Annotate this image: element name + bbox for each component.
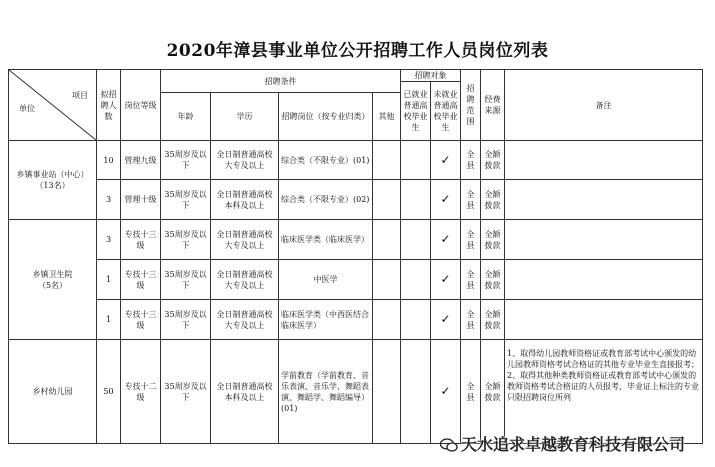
header-diagonal-cell: [9, 70, 97, 141]
row-remarks: 1、取得幼儿园教师资格证或教育部考试中心颁发的幼儿园教师资格考试合格证的其他专业毕业生直接报考； 2、取得其他种类教师资格证或教育部考试中心颁发的教师资格考试合格证的人员报考，毕业证上标注的专业只限招聘岗位所列: [505, 340, 703, 444]
row-major: 临床医学类（中西医结合临床医学）: [279, 300, 373, 340]
row-count: 10: [97, 141, 121, 180]
row-education: 全日制普通高校本科及以上: [211, 180, 279, 220]
unit-name: 乡镇卫生院 （5名）: [9, 220, 97, 340]
row-age: 35周岁及以下: [161, 180, 211, 220]
row-funding: 全额拨款: [481, 220, 505, 260]
row-employed: [401, 180, 431, 220]
header-scope: 招聘范围: [461, 70, 481, 141]
row-other: [373, 300, 401, 340]
row-grade: 管理九级: [121, 141, 161, 180]
row-age: 35周岁及以下: [161, 141, 211, 180]
row-scope: 全县: [461, 340, 481, 444]
row-education: 全日制普通高校本科及以上: [211, 340, 279, 444]
row-employed: [401, 220, 431, 260]
header-age: 年龄: [161, 93, 211, 141]
watermark-text: 天水追求卓越教育科技有限公司: [461, 435, 686, 454]
header-unit: 单位: [19, 104, 35, 113]
job-table: [8, 69, 703, 444]
row-grade: 专技十三级: [121, 220, 161, 260]
row-count: 1: [97, 300, 121, 340]
unit-name: 乡镇事业站（中心） （13名）: [9, 141, 97, 220]
table-row: [9, 180, 703, 220]
row-funding: 全额拨款: [481, 180, 505, 220]
header-unemployed-grad: 未就业普通高校毕业生: [431, 82, 461, 141]
row-remarks: [505, 220, 703, 260]
row-age: 35周岁及以下: [161, 340, 211, 444]
row-major: 综合类（不限专业）(01): [279, 141, 373, 180]
header-education: 学历: [211, 93, 279, 141]
header-other: 其他: [373, 93, 401, 141]
header-grade: 岗位等级: [121, 70, 161, 141]
row-unemployed-check: ✓: [431, 260, 461, 300]
row-unemployed-check: ✓: [431, 141, 461, 180]
row-scope: 全县: [461, 141, 481, 180]
row-funding: 全额拨款: [481, 340, 505, 444]
row-age: 35周岁及以下: [161, 300, 211, 340]
row-unemployed-check: ✓: [431, 180, 461, 220]
row-scope: 全县: [461, 300, 481, 340]
row-unemployed-check: ✓: [431, 300, 461, 340]
header-employed-grad: 已就业普通高校毕业生: [401, 82, 431, 141]
header-major: 招聘岗位（按专业归类）: [279, 93, 373, 141]
header-remarks: 备注: [505, 70, 703, 141]
table-row: [9, 340, 703, 444]
row-funding: 全额拨款: [481, 141, 505, 180]
row-grade: 管理十级: [121, 180, 161, 220]
header-hire-count: 拟招聘人数: [97, 70, 121, 141]
row-remarks: [505, 260, 703, 300]
table-row: [9, 260, 703, 300]
row-employed: [401, 340, 431, 444]
chat-bubble-icon: [440, 438, 458, 452]
row-education: 全日制普通高校大专及以上: [211, 141, 279, 180]
row-count: 50: [97, 340, 121, 444]
row-other: [373, 220, 401, 260]
row-employed: [401, 300, 431, 340]
table-row: [9, 141, 703, 180]
header-conditions: 招聘条件: [161, 70, 401, 93]
row-employed: [401, 260, 431, 300]
row-other: [373, 340, 401, 444]
row-funding: 全额拨款: [481, 260, 505, 300]
row-education: 全日制普通高校大专及以上: [211, 220, 279, 260]
row-major: 临床医学类（临床医学）: [279, 220, 373, 260]
row-major: 综合类（不限专业）(02): [279, 180, 373, 220]
row-grade: 专技十二级: [121, 340, 161, 444]
row-remarks: [505, 141, 703, 180]
row-grade: 专技十三级: [121, 260, 161, 300]
row-other: [373, 260, 401, 300]
table-row: [9, 300, 703, 340]
table-row: [9, 220, 703, 260]
row-count: 3: [97, 220, 121, 260]
header-funding: 经费来源: [481, 70, 505, 141]
watermark: [440, 432, 685, 455]
row-education: 全日制普通高校大专及以上: [211, 300, 279, 340]
row-remarks: [505, 300, 703, 340]
row-other: [373, 180, 401, 220]
row-education: 全日制普通高校大专及以上: [211, 260, 279, 300]
row-major: 学前教育（学前教育、音乐表演、音乐学、舞蹈表演、舞蹈学、舞蹈编导）(01): [279, 340, 373, 444]
row-grade: 专技十三级: [121, 300, 161, 340]
page-title: 2020年漳县事业单位公开招聘工作人员岗位列表: [166, 41, 549, 61]
row-count: 1: [97, 260, 121, 300]
row-count: 3: [97, 180, 121, 220]
row-scope: 全县: [461, 180, 481, 220]
row-other: [373, 141, 401, 180]
row-employed: [401, 141, 431, 180]
row-age: 35周岁及以下: [161, 220, 211, 260]
unit-name: 乡村幼儿园: [9, 340, 97, 444]
row-scope: 全县: [461, 260, 481, 300]
row-unemployed-check: ✓: [431, 340, 461, 444]
row-scope: 全县: [461, 220, 481, 260]
row-unemployed-check: ✓: [431, 220, 461, 260]
header-target: 招聘对象: [401, 70, 461, 82]
header-item: 项目: [72, 91, 88, 100]
row-major: 中医学: [279, 260, 373, 300]
row-age: 35周岁及以下: [161, 260, 211, 300]
row-remarks: [505, 180, 703, 220]
row-funding: 全额拨款: [481, 300, 505, 340]
